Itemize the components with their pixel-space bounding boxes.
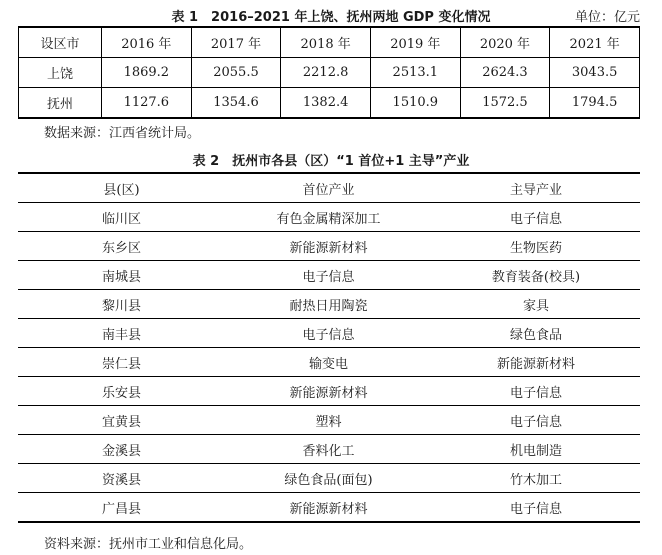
table-cell: 有色金属精深加工 — [225, 203, 432, 232]
industry-table-row — [18, 232, 640, 261]
table-cell: 2513.1 — [370, 58, 460, 88]
table-cell: 乐安县 — [18, 377, 225, 406]
table-cell: 1794.5 — [550, 88, 640, 119]
table-cell: 1572.5 — [460, 88, 550, 119]
table-cell: 上饶 — [19, 58, 102, 88]
gdp-table-row — [19, 58, 640, 88]
industry-table-row — [18, 290, 640, 319]
industry-table-row — [18, 319, 640, 348]
table-cell: 广昌县 — [101, 501, 141, 517]
column-header: 2018 年 — [281, 27, 371, 58]
industry-table — [18, 172, 640, 523]
table-cell: 3043.5 — [550, 58, 640, 88]
table-cell: 1869.2 — [102, 58, 192, 88]
table-cell: 金溪县 — [18, 435, 225, 464]
table-cell: 电子信息 — [432, 406, 640, 435]
table-cell: 新能源新材料 — [225, 232, 432, 261]
column-header: 2020 年 — [460, 27, 550, 58]
column-header: 首位产业 — [225, 173, 432, 203]
table-cell: 东乡区 — [18, 232, 225, 261]
table2-title: 表 2 抚州市各县（区）“1 首位+1 主导”产业 — [192, 154, 470, 169]
industry-table-row — [18, 464, 640, 493]
table-cell: 竹木加工 — [432, 464, 640, 493]
table-header-row — [18, 173, 640, 203]
table-cell: 南丰县 — [18, 319, 225, 348]
table1-unit: 单位：亿元 — [574, 10, 640, 25]
table-cell: 宜黄县 — [18, 406, 225, 435]
table-cell: 新能源新材料 — [432, 348, 640, 377]
column-header: 2016 年 — [102, 27, 192, 58]
table-cell: 资溪县 — [18, 464, 225, 493]
industry-table-row — [18, 406, 640, 435]
industry-table-row — [18, 203, 640, 232]
table-cell: 电子信息 — [225, 261, 432, 290]
table-cell: 家具 — [432, 290, 640, 319]
table-cell: 机电制造 — [432, 435, 640, 464]
table-cell: 教育装备(校具) — [432, 261, 640, 290]
table-cell: 2212.8 — [281, 58, 371, 88]
table-cell: 输变电 — [225, 348, 432, 377]
table-cell: 新能源新材料 — [289, 501, 368, 517]
table-cell: 新能源新材料 — [225, 377, 432, 406]
gdp-table — [18, 26, 640, 119]
table-cell: 1127.6 — [102, 88, 192, 119]
table-cell: 绿色食品(面包) — [225, 464, 432, 493]
table-cell: 生物医药 — [432, 232, 640, 261]
table-cell: 2055.5 — [191, 58, 281, 88]
table-cell: 电子信息 — [432, 377, 640, 406]
column-header: 主导产业 — [432, 173, 640, 203]
table-cell: 电子信息 — [509, 501, 562, 517]
gdp-table-row — [19, 88, 640, 119]
table-cell: 电子信息 — [225, 319, 432, 348]
table-cell: 1510.9 — [370, 88, 460, 119]
industry-table-row — [18, 348, 640, 377]
table-cell: 绿色食品 — [432, 319, 640, 348]
table-cell: 1382.4 — [281, 88, 371, 119]
table-cell: 耐热日用陶瓷 — [225, 290, 432, 319]
industry-table-row — [18, 377, 640, 406]
column-header: 设区市 — [19, 27, 102, 58]
table1-title: 表 1 2016–2021 年上饶、抚州两地 GDP 变化情况 — [171, 10, 491, 25]
column-header: 2017 年 — [191, 27, 281, 58]
industry-table-row — [18, 435, 640, 464]
table-cell: 2624.3 — [460, 58, 550, 88]
table-cell: 香料化工 — [225, 435, 432, 464]
table-cell: 1354.6 — [191, 88, 281, 119]
column-header: 县(区) — [18, 173, 225, 203]
column-header: 2021 年 — [550, 27, 640, 58]
table-cell: 崇仁县 — [18, 348, 225, 377]
industry-table-row — [18, 261, 640, 290]
table-cell: 塑料 — [225, 406, 432, 435]
table-cell: 南城县 — [18, 261, 225, 290]
table-cell: 临川区 — [18, 203, 225, 232]
table-cell: 抚州 — [19, 88, 102, 119]
table-cell: 黎川县 — [18, 290, 225, 319]
table2-source: 资料来源：抚州市工业和信息化局。 — [44, 537, 253, 552]
table-cell: 电子信息 — [432, 203, 640, 232]
table1-source: 数据来源：江西省统计局。 — [44, 126, 201, 141]
industry-table-row — [18, 493, 640, 523]
table-header-row — [19, 27, 640, 58]
column-header: 2019 年 — [370, 27, 460, 58]
